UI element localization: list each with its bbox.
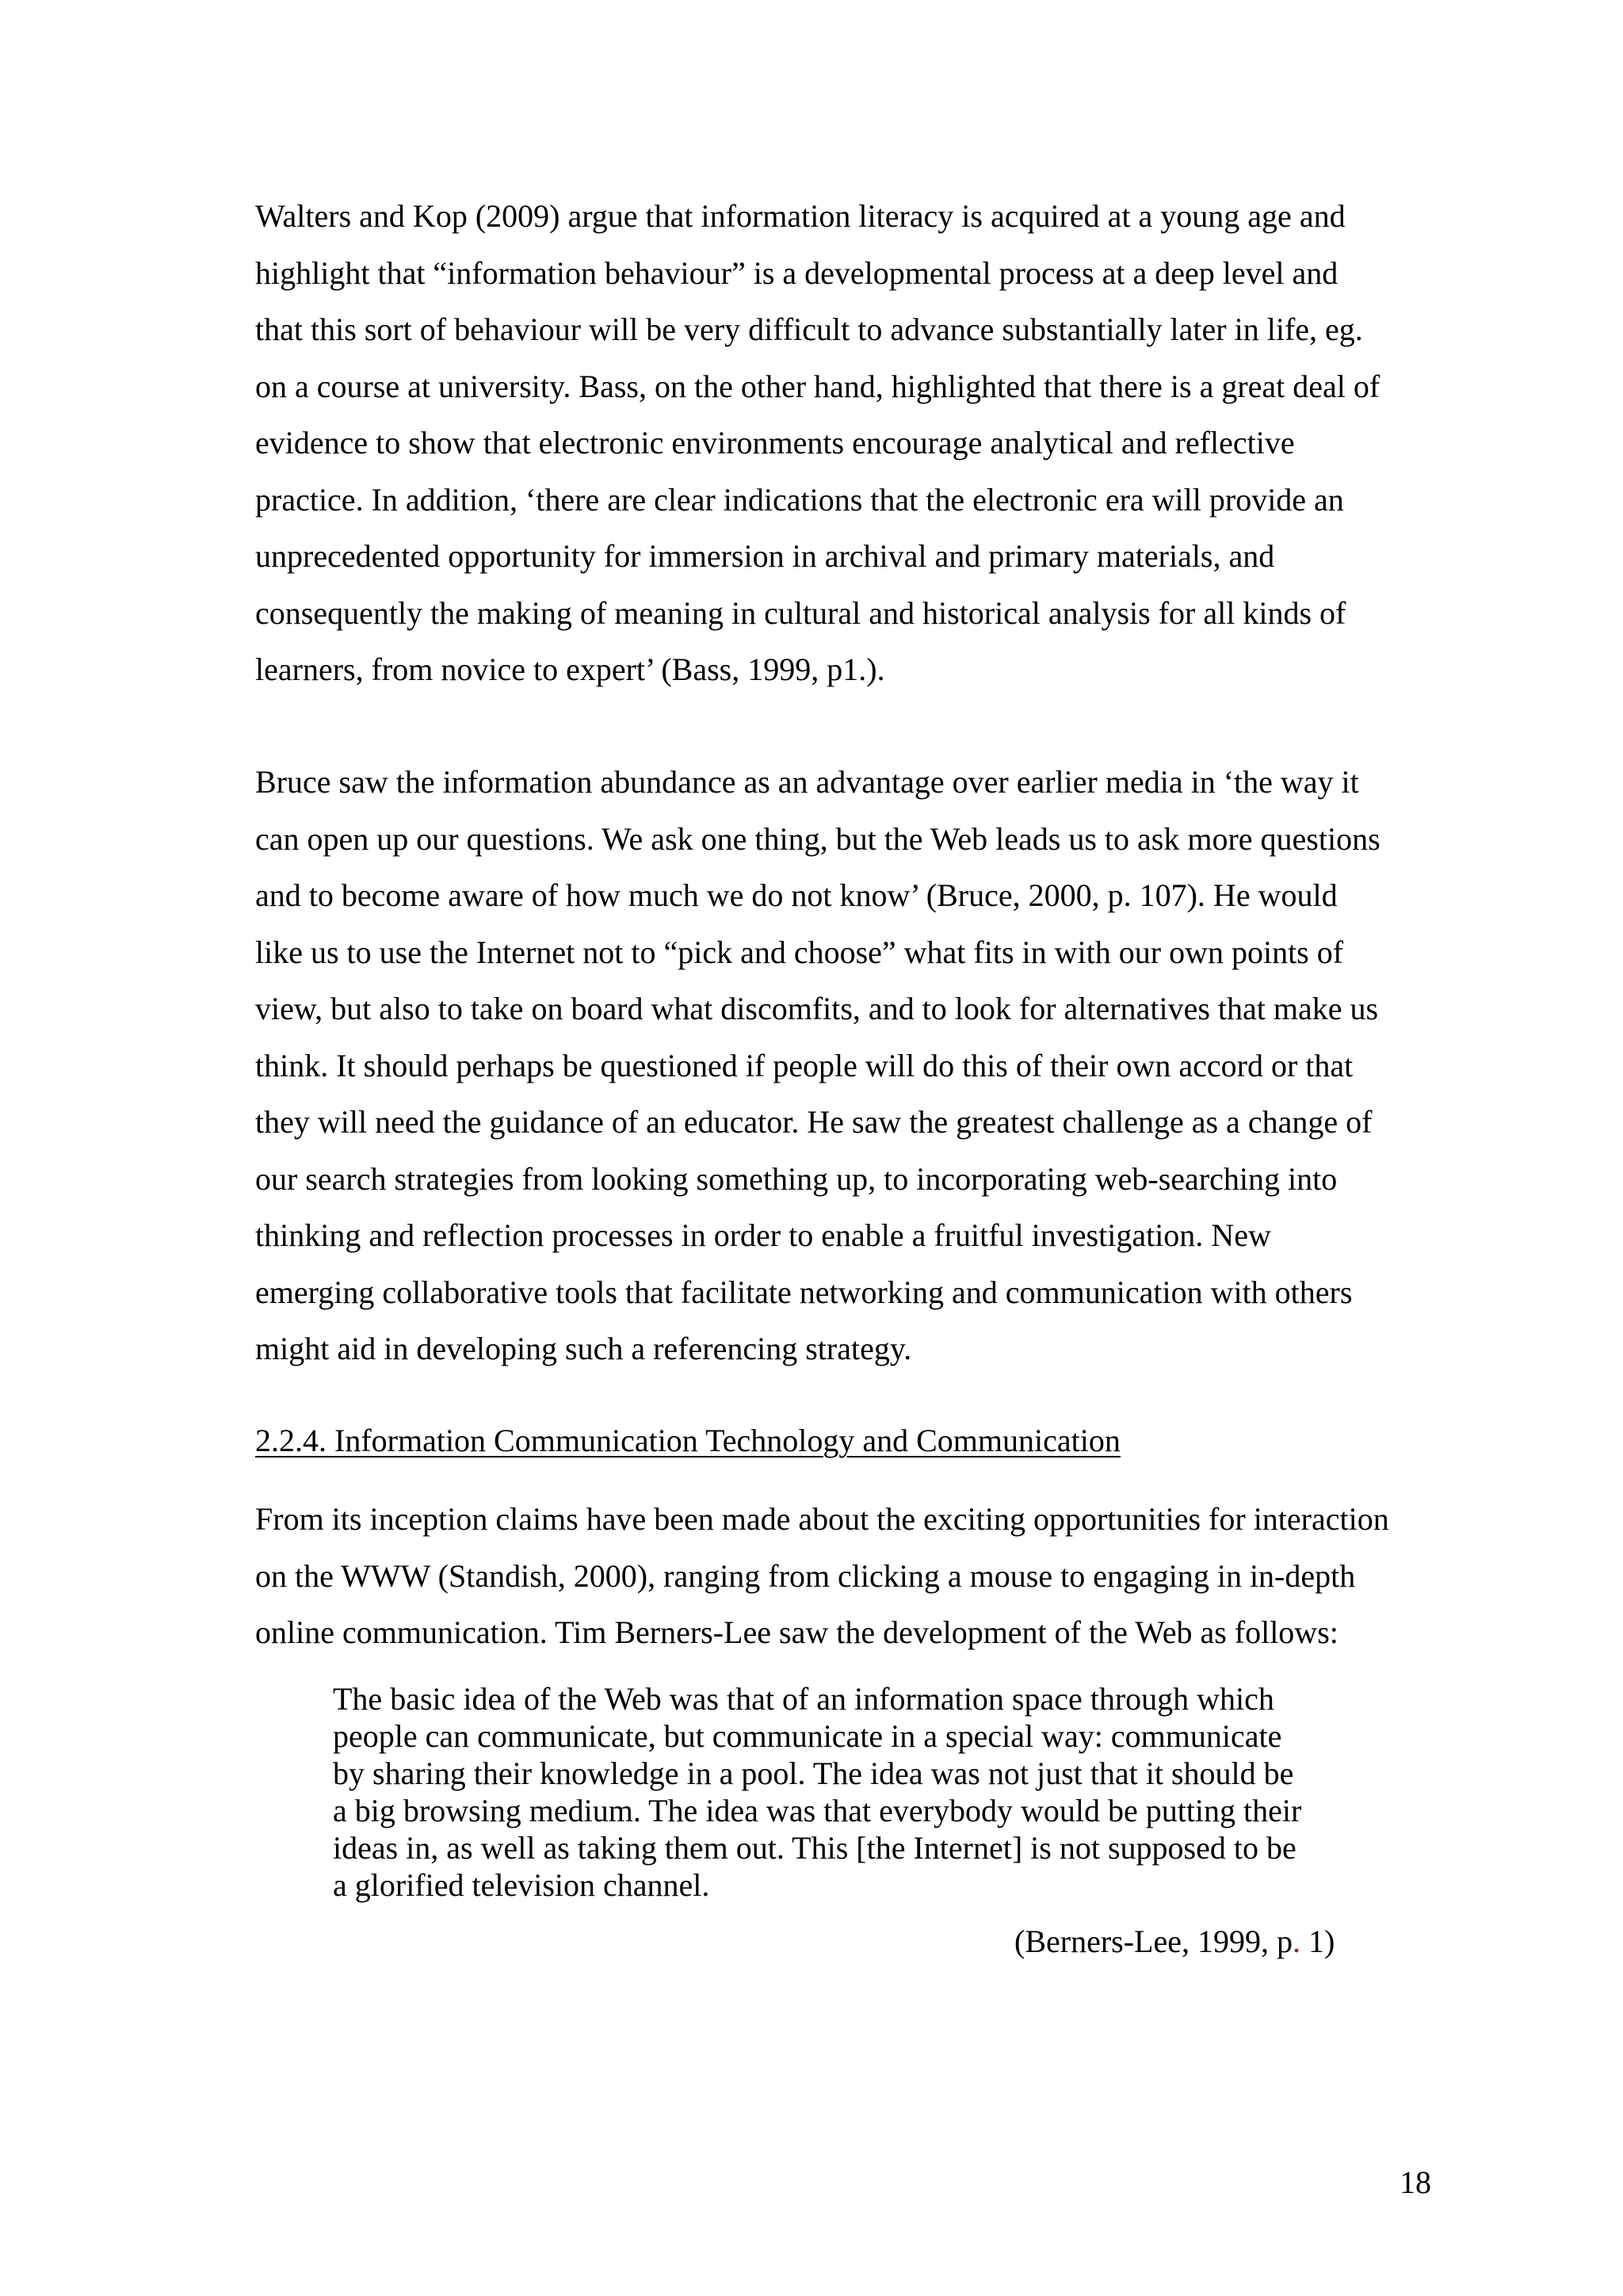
quote-line: a glorified television channel. [333,1867,710,1903]
paragraph-line: learners, from novice to expert’ (Bass, 1999, p1.). [255,651,885,687]
paragraph-line: think. It should perhaps be questioned if people will do this of their own accord or that [255,1047,1354,1083]
paragraph-line: on the WWW (Standish, 2000), ranging from clicking a mouse to engaging in in-depth [255,1557,1356,1594]
paragraph-line: thinking and reflection processes in order to enable a fruitful investigation. New [255,1217,1271,1253]
paragraph-line: emerging collaborative tools that facilitate networking and communication with others [255,1274,1353,1310]
paragraph-line: they will need the guidance of an educator. He saw the greatest challenge as a change of [255,1104,1373,1140]
paragraph-line: Walters and Kop (2009) argue that information literacy is acquired at a young age and [255,198,1346,234]
paragraph-line: might aid in developing such a referencing strategy. [255,1331,912,1366]
paragraph-line: highlight that “information behaviour” is a developmental process at a deep level and [255,254,1338,291]
quote-citation [1014,1918,1335,1966]
paragraph-line: evidence to show that electronic environments encourage analytical and reflective [255,425,1295,460]
citation-dot: . [1292,1924,1300,1959]
paragraph-line: that this sort of behaviour will be very difficult to advance substantially later in life, eg. [255,311,1363,347]
block-quote [333,1680,1301,1904]
citation-text-end: 1) [1300,1924,1335,1959]
paragraph-line: our search strategies from looking something up, to incorporating web-searching into [255,1160,1338,1197]
paragraph-bruce [255,754,1436,1377]
paragraph-line: on a course at university. Bass, on the other hand, highlighted that there is a great deal of [255,368,1381,404]
section-heading: 2.2.4. Information Communication Technology and Communication [255,1423,1121,1458]
page-number: 18 [1400,2164,1431,2200]
citation-text-start: (Berners-Lee, 1999, p [1014,1924,1293,1959]
paragraph-line: can open up our questions. We ask one thing, but the Web leads us to ask more questions [255,820,1381,857]
quote-line: ideas in, as well as taking them out. This [the Internet] is not supposed to be [333,1830,1296,1866]
paragraph-line: view, but also to take on board what discomfits, and to look for alternatives that make us [255,991,1379,1026]
paragraph-line: online communication. Tim Berners-Lee saw the development of the Web as follows: [255,1614,1338,1650]
paragraph-line: practice. In addition, ‘there are clear indications that the electronic era will provide an [255,481,1344,518]
quote-line: The basic idea of the Web was that of an information space through which [333,1681,1274,1717]
paragraph-line: Bruce saw the information abundance as an advantage over earlier media in ‘the way it [255,764,1359,800]
paragraph-line: From its inception claims have been made about the exciting opportunities for interaction [255,1501,1389,1537]
paragraph-line: unprecedented opportunity for immersion in archival and primary materials, and [255,538,1275,574]
quote-line: by sharing their knowledge in a pool. The idea was not just that it should be [333,1755,1294,1791]
paragraph-line: and to become aware of how much we do not know’ (Bruce, 2000, p. 107). He would [255,877,1338,913]
paragraph-walters-kop [255,188,1436,698]
paragraph-inception [255,1491,1436,1661]
quote-line: people can communicate, but communicate in a special way: communicate [333,1718,1282,1754]
quote-line: a big browsing medium. The idea was that everybody would be putting their [333,1793,1302,1828]
paragraph-line: like us to use the Internet not to “pick and choose” what fits in with our own points of [255,934,1344,970]
paragraph-line: consequently the making of meaning in cultural and historical analysis for all kinds of [255,594,1346,631]
